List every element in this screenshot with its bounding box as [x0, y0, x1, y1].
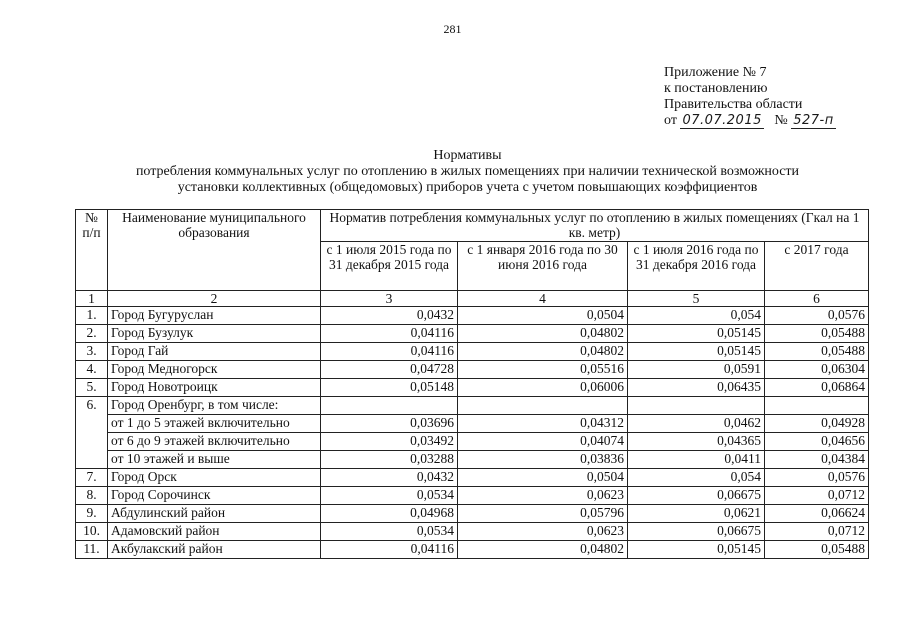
row-value: 0,05796	[458, 505, 628, 523]
row-value: 0,04802	[458, 343, 628, 361]
appendix-date-line	[664, 113, 836, 129]
row-value: 0,0432	[321, 307, 458, 325]
handwritten-number: 527-п	[793, 113, 834, 128]
row-value: 0,05488	[765, 343, 869, 361]
title-line: потребления коммунальных услуг по отоплению в жилых помещениях при наличии технической возможности	[135, 164, 800, 179]
row-number: 8.	[76, 487, 108, 505]
table-body	[76, 307, 869, 559]
row-value: 0,04802	[458, 325, 628, 343]
row-value: 0,03836	[458, 451, 628, 469]
row-municipality: Город Медногорск	[108, 361, 321, 379]
row-value: 0,0411	[628, 451, 765, 469]
row-municipality: от 1 до 5 этажей включительно	[108, 415, 321, 433]
header-period: с 1 июля 2015 года по 31 декабря 2015 года	[321, 242, 458, 291]
row-municipality: от 6 до 9 этажей включительно	[108, 433, 321, 451]
row-value: 0,06624	[765, 505, 869, 523]
header-period: с 2017 года	[765, 242, 869, 291]
row-municipality: Город Орск	[108, 469, 321, 487]
table-row	[76, 397, 869, 415]
row-number: 1.	[76, 307, 108, 325]
row-value: 0,05145	[628, 541, 765, 559]
row-number: 11.	[76, 541, 108, 559]
appendix-line: Правительства области	[664, 97, 803, 112]
row-number	[76, 451, 108, 469]
row-value: 0,04384	[765, 451, 869, 469]
row-number: 7.	[76, 469, 108, 487]
norms-table	[75, 209, 869, 559]
row-value: 0,06304	[765, 361, 869, 379]
row-value: 0,054	[628, 469, 765, 487]
row-value: 0,05516	[458, 361, 628, 379]
table-row	[76, 541, 869, 559]
column-number: 1	[76, 291, 108, 307]
row-value: 0,06864	[765, 379, 869, 397]
row-value: 0,0534	[321, 487, 458, 505]
row-number: 10.	[76, 523, 108, 541]
row-value: 0,04802	[458, 541, 628, 559]
column-number: 5	[628, 291, 765, 307]
row-value	[628, 397, 765, 415]
table-row	[76, 523, 869, 541]
row-value	[321, 397, 458, 415]
row-value: 0,05488	[765, 325, 869, 343]
header-norm: Норматив потребления коммунальных услуг по отоплению в жилых помещениях (Гкал на 1 кв. метр)	[321, 210, 869, 242]
row-municipality: от 10 этажей и выше	[108, 451, 321, 469]
handwritten-date: 07.07.2015	[682, 113, 762, 128]
row-value: 0,0621	[628, 505, 765, 523]
row-number: 4.	[76, 361, 108, 379]
row-value: 0,04968	[321, 505, 458, 523]
row-number	[76, 433, 108, 451]
row-municipality: Акбулакский район	[108, 541, 321, 559]
row-value: 0,0462	[628, 415, 765, 433]
row-value: 0,0432	[321, 469, 458, 487]
page-number: 281	[443, 22, 462, 36]
row-value: 0,05488	[765, 541, 869, 559]
header-municipality: Наименование муниципального образования	[108, 210, 321, 291]
document-title	[60, 148, 875, 196]
row-municipality: Абдулинский район	[108, 505, 321, 523]
appendix-line: к постановлению	[664, 81, 768, 96]
table-row	[76, 451, 869, 469]
column-number: 2	[108, 291, 321, 307]
row-value: 0,06675	[628, 487, 765, 505]
row-number: 5.	[76, 379, 108, 397]
table-row	[76, 415, 869, 433]
row-value: 0,04928	[765, 415, 869, 433]
table-row	[76, 343, 869, 361]
header-number: № п/п	[76, 210, 108, 291]
row-municipality: Город Новотроицк	[108, 379, 321, 397]
row-value: 0,03288	[321, 451, 458, 469]
row-municipality: Город Гай	[108, 343, 321, 361]
row-value: 0,0576	[765, 307, 869, 325]
row-municipality: Город Оренбург, в том числе:	[108, 397, 321, 415]
row-municipality: Адамовский район	[108, 523, 321, 541]
row-value: 0,04728	[321, 361, 458, 379]
header-period: с 1 июля 2016 года по 31 декабря 2016 года	[628, 242, 765, 291]
table-row	[76, 487, 869, 505]
row-value	[765, 397, 869, 415]
row-municipality: Город Бузулук	[108, 325, 321, 343]
row-value: 0,0576	[765, 469, 869, 487]
header-period: с 1 января 2016 года по 30 июня 2016 года	[458, 242, 628, 291]
column-number: 6	[765, 291, 869, 307]
row-number: 2.	[76, 325, 108, 343]
row-value: 0,04074	[458, 433, 628, 451]
row-value: 0,0534	[321, 523, 458, 541]
row-value: 0,03696	[321, 415, 458, 433]
table-row	[76, 379, 869, 397]
row-value: 0,0623	[458, 523, 628, 541]
row-value: 0,06675	[628, 523, 765, 541]
table-row	[76, 307, 869, 325]
number-label: №	[774, 113, 788, 128]
row-municipality: Город Бугуруслан	[108, 307, 321, 325]
row-value: 0,04116	[321, 541, 458, 559]
row-value: 0,0623	[458, 487, 628, 505]
row-value: 0,0504	[458, 307, 628, 325]
row-value: 0,04656	[765, 433, 869, 451]
date-prefix: от	[664, 113, 677, 128]
row-municipality: Город Сорочинск	[108, 487, 321, 505]
row-value: 0,05145	[628, 343, 765, 361]
column-number: 4	[458, 291, 628, 307]
row-value: 0,04365	[628, 433, 765, 451]
table-row	[76, 433, 869, 451]
row-number: 9.	[76, 505, 108, 523]
row-value: 0,06435	[628, 379, 765, 397]
title-line: установки коллективных (общедомовых) приборов учета с учетом повышающих коэффициентов	[177, 180, 758, 195]
row-number: 3.	[76, 343, 108, 361]
appendix-block	[664, 65, 836, 129]
table-row	[76, 505, 869, 523]
row-number	[76, 415, 108, 433]
appendix-title: Приложение № 7	[664, 65, 767, 80]
row-value: 0,0591	[628, 361, 765, 379]
row-value: 0,0712	[765, 523, 869, 541]
row-value: 0,0712	[765, 487, 869, 505]
row-value: 0,04116	[321, 343, 458, 361]
row-value: 0,0504	[458, 469, 628, 487]
table-row	[76, 469, 869, 487]
table-row	[76, 361, 869, 379]
row-value: 0,05148	[321, 379, 458, 397]
row-value: 0,05145	[628, 325, 765, 343]
title-heading: Нормативы	[433, 148, 502, 163]
row-value: 0,04312	[458, 415, 628, 433]
row-number: 6.	[76, 397, 108, 415]
table-row	[76, 325, 869, 343]
row-value: 0,06006	[458, 379, 628, 397]
row-value: 0,04116	[321, 325, 458, 343]
row-value: 0,03492	[321, 433, 458, 451]
column-number: 3	[321, 291, 458, 307]
row-value: 0,054	[628, 307, 765, 325]
row-value	[458, 397, 628, 415]
